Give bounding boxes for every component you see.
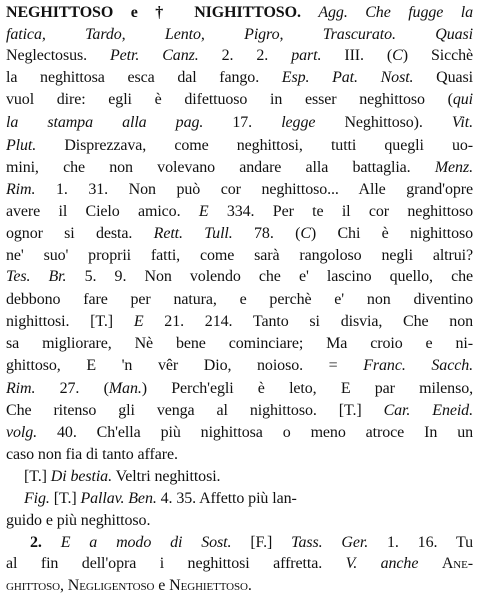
- text-segment: 27. (: [35, 380, 109, 397]
- text-segment: volg.: [6, 424, 38, 441]
- text-line: [6, 24, 473, 46]
- text-segment: Quasi: [413, 69, 473, 86]
- text-segment: vuol dire: egli è difettuoso in esser neghittoso (: [6, 91, 453, 108]
- text-segment: Di bestia.: [50, 468, 112, 485]
- text-segment: Agg. Che fugge la: [318, 4, 473, 21]
- text-line: [6, 444, 473, 466]
- text-segment: 21. 214. Tanto si disvia, Che non: [143, 313, 473, 330]
- text-segment: ) Chi è nighittoso: [310, 225, 473, 242]
- text-segment: Neghittoso).: [315, 114, 452, 131]
- text-segment: 2.: [30, 534, 42, 551]
- text-segment: [T.]: [49, 490, 81, 507]
- text-segment: 4. 35. Affetto più lan-: [156, 490, 297, 507]
- text-segment: [T.]: [24, 468, 51, 485]
- text-segment: guido e più neghittoso.: [6, 512, 151, 529]
- text-segment: C: [300, 225, 311, 242]
- text-line: [6, 400, 473, 422]
- text-segment: [42, 534, 61, 551]
- text-segment: 2. 2.: [198, 47, 292, 64]
- text-segment: sa migliorare, Nè bene cominciare; Ma croio e ni-: [6, 335, 473, 352]
- text-segment: 78. (: [232, 225, 301, 242]
- text-segment: Rett. Tull.: [153, 225, 233, 242]
- text-segment: Ane-: [441, 555, 473, 572]
- text-line: [6, 135, 473, 157]
- text-segment: legge: [281, 114, 316, 131]
- text-segment: Petr. Canz.: [109, 47, 199, 64]
- text-segment: [F.]: [231, 534, 292, 551]
- text-line: [6, 157, 473, 179]
- text-segment: caso non fia di tanto affare.: [6, 446, 178, 463]
- text-segment: Tes. Br.: [6, 268, 67, 285]
- text-segment: avere il Cielo amico.: [6, 203, 199, 220]
- text-segment: C: [392, 47, 403, 64]
- text-segment: mini, che non volevano andare alla battaglia.: [6, 159, 435, 176]
- text-segment: [301, 4, 319, 21]
- text-line: [6, 422, 473, 444]
- text-segment: III. (: [321, 47, 393, 64]
- text-segment: Pallav. Ben.: [80, 490, 157, 507]
- text-segment: Disprezzava, come neghittosi, tutti quegli uo-: [36, 137, 473, 154]
- text-segment: 1. 31. Non può cor neghittoso... Alle grand'opre: [35, 181, 473, 198]
- text-segment: E: [133, 313, 144, 330]
- text-segment: e: [154, 577, 170, 594]
- text-segment: ) Sicchè: [402, 47, 473, 64]
- text-segment: Car. Eneid.: [383, 402, 473, 419]
- text-line: [6, 45, 473, 67]
- text-segment: NEGHITTOSO e † NIGHITTOSO.: [6, 4, 301, 21]
- text-segment: Esp. Pat. Nost.: [281, 69, 414, 86]
- text-segment: E a modo di Sost.: [60, 534, 232, 551]
- text-line: [6, 510, 473, 532]
- text-segment: Neghiettoso.: [169, 577, 252, 594]
- text-line: [6, 575, 473, 597]
- text-segment: fatica, Tardo, Lento, Pigro, Trascurato. Quasi: [6, 26, 473, 43]
- text-segment: qui: [452, 91, 473, 108]
- text-segment: Fig.: [24, 490, 50, 507]
- text-segment: la neghittosa esca dal fango.: [6, 69, 282, 86]
- text-segment: Menz.: [434, 159, 473, 176]
- text-segment: ne' suo' proprii fatti, come sarà rangoloso negli altrui?: [6, 247, 473, 264]
- text-segment: Rim.: [6, 380, 36, 397]
- text-segment: 1. 16. Tu: [368, 534, 473, 551]
- text-segment: 40. Ch'ella più nighittosa o meno atroce In un: [37, 424, 473, 441]
- text-line: [24, 466, 473, 488]
- text-segment: Che ritenso gli venga al nighittoso. [T.]: [6, 402, 384, 419]
- text-segment: 5. 9. Non volendo che e' lascino quello, che: [66, 268, 473, 285]
- text-line: [6, 179, 473, 201]
- text-line: [6, 89, 473, 111]
- text-segment: debbono fare per natura, e perchè e' non diventino: [6, 291, 473, 308]
- text-segment: nighittosi. [T.]: [6, 313, 134, 330]
- text-segment: part.: [291, 47, 322, 64]
- text-line: [6, 112, 473, 134]
- text-segment: la stampa alla pag.: [6, 114, 204, 131]
- text-line: [6, 289, 473, 311]
- text-segment: V. anche: [345, 555, 419, 572]
- text-segment: Rim.: [6, 181, 36, 198]
- text-segment: Franc. Sacch.: [363, 357, 473, 374]
- text-segment: 334. Per te il cor neghittoso: [208, 203, 473, 220]
- text-segment: ) Perch'egli è leto, E par milenso,: [141, 380, 473, 397]
- text-line: [6, 355, 473, 377]
- text-segment: Plut.: [6, 137, 37, 154]
- text-line: [6, 201, 473, 223]
- text-segment: al fin dell'opra i neghittosi affretta.: [6, 555, 346, 572]
- text-segment: ghittoso, Negligentoso: [6, 577, 155, 594]
- text-segment: Veltri neghittosi.: [111, 468, 221, 485]
- text-segment: [418, 555, 442, 572]
- text-line: [24, 488, 473, 510]
- text-line: [6, 333, 473, 355]
- text-line: [6, 553, 473, 575]
- text-line: [6, 266, 473, 288]
- text-segment: Tass. Ger.: [291, 534, 369, 551]
- text-segment: E: [198, 203, 209, 220]
- text-segment: 17.: [203, 114, 282, 131]
- text-line: [6, 311, 473, 333]
- text-line: [6, 67, 473, 89]
- text-segment: Man.: [108, 380, 142, 397]
- text-segment: Neglectosus.: [6, 47, 110, 64]
- text-segment: ghittoso, E 'n vêr Dio, noioso. =: [6, 357, 364, 374]
- text-line: [30, 532, 473, 554]
- text-segment: ognor si desta.: [6, 225, 154, 242]
- text-line: [6, 245, 473, 267]
- text-segment: Vit.: [451, 114, 473, 131]
- text-line: [6, 2, 473, 24]
- text-line: [6, 378, 473, 400]
- text-line: [6, 223, 473, 245]
